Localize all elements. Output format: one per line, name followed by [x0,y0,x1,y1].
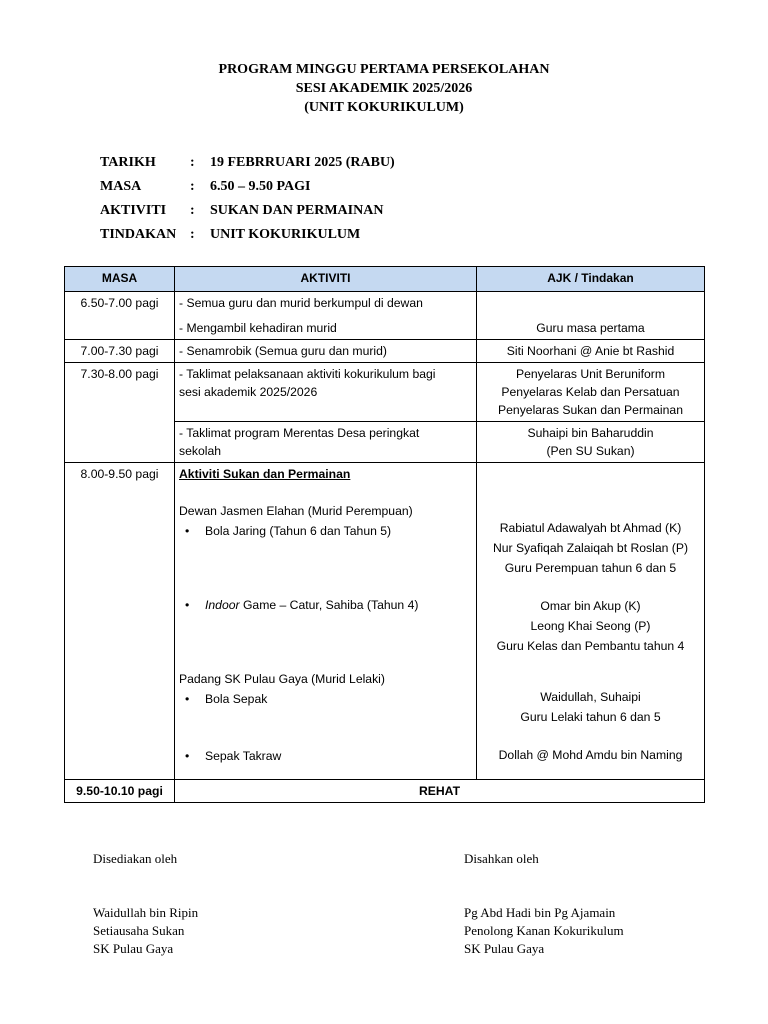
masa-cell: 7.00-7.30 pagi [65,340,175,363]
info-row-masa [100,177,395,201]
masa-cell: 6.50-7.00 pagi [65,292,175,340]
title-line-2: SESI AKADEMIK 2025/2026 [295,81,473,96]
activity-line: sesi akademik 2025/2026 [179,385,318,399]
ajk-cell [477,422,705,463]
masa-cell: 8.00-9.50 pagi [65,463,175,780]
activity-line: - Taklimat program Merentas Desa peringkat [179,426,420,440]
ajk-cell [477,363,705,422]
info-value: UNIT KOKURIKULUM [210,227,361,242]
title-line-3: (UNIT KOKURIKULUM) [304,100,464,115]
schedule-table [64,266,705,803]
bullet-icon: • [185,749,190,763]
table-row [65,780,705,803]
header-aktiviti: AKTIVITI [175,267,477,292]
info-value: 6.50 – 9.50 PAGI [210,179,311,194]
ajk-line: Guru Lelaki tahun 6 dan 5 [520,710,661,724]
info-sep: : [190,155,195,170]
info-sep: : [190,227,195,242]
list-item: • Sepak Takraw [185,749,282,763]
ajk-line: Guru masa pertama [536,321,645,335]
activity-line: sekolah [179,444,222,458]
signature-school: SK Pulau Gaya [93,941,174,956]
ajk-cell: Siti Noorhani @ Anie bt Rashid [477,340,705,363]
header-masa: MASA [65,267,175,292]
ajk-line: Penyelaras Kelab dan Persatuan [501,385,680,399]
info-row-aktiviti [100,201,395,225]
aktiviti-cell [175,463,477,780]
signature-left [93,850,198,958]
table-row [65,340,705,363]
activity-heading: Aktiviti Sukan dan Permainan [179,467,351,481]
ajk-line: Dollah @ Mohd Amdu bin Naming [498,748,683,762]
activity-line: - Senamrobik (Semua guru dan murid) [179,344,387,358]
title-line-1: PROGRAM MINGGU PERTAMA PERSEKOLAHAN [218,62,550,77]
info-label: MASA [100,179,142,194]
list-item: • Indoor Game – Catur, Sahiba (Tahun 4) [185,598,419,612]
ajk-line: Waidullah, Suhaipi [540,690,641,704]
aktiviti-cell [175,422,477,463]
signature-role: Setiausaha Sukan [93,923,185,938]
ajk-line: Leong Khai Seong (P) [530,619,651,633]
masa-cell: 9.50-10.10 pagi [65,780,175,803]
header-row [65,267,705,292]
ajk-line: Suhaipi bin Baharuddin [527,426,654,440]
aktiviti-cell [175,363,477,422]
ajk-line: (Pen SU Sukan) [546,444,635,458]
ajk-line: Nur Syafiqah Zalaiqah bt Roslan (P) [492,541,689,555]
info-label: AKTIVITI [100,203,167,218]
info-label: TARIKH [100,155,156,170]
list-item: • Bola Jaring (Tahun 6 dan Tahun 5) [185,524,392,538]
signature-right [464,850,624,958]
venue-label: Dewan Jasmen Elahan (Murid Perempuan) [179,504,413,518]
table-row [65,463,705,780]
signature-caption: Disahkan oleh [464,851,539,866]
info-value: SUKAN DAN PERMAINAN [210,203,384,218]
masa-cell: 7.30-8.00 pagi [65,363,175,463]
info-block [100,153,395,249]
info-label: TINDAKAN [100,227,177,242]
ajk-line: Guru Kelas dan Pembantu tahun 4 [496,639,685,653]
info-row-tarikh [100,153,395,177]
list-item: • Bola Sepak [185,692,268,706]
bullet-icon: • [185,598,190,612]
document-title [0,60,768,117]
info-row-tindakan [100,225,395,249]
ajk-cell [477,463,705,780]
header-ajk: AJK / Tindakan [477,267,705,292]
signature-school: SK Pulau Gaya [464,941,545,956]
table-row [65,292,705,340]
aktiviti-cell [175,340,477,363]
info-sep: : [190,203,195,218]
ajk-line: Omar bin Akup (K) [540,599,641,613]
bullet-icon: • [185,692,190,706]
ajk-line: Penyelaras Unit Beruniform [515,367,666,381]
signature-caption: Disediakan oleh [93,851,178,866]
activity-line: - Semua guru dan murid berkumpul di dewan [179,296,423,310]
spacer [179,401,472,419]
ajk-cell [477,292,705,340]
table-row [65,363,705,422]
signature-name: Pg Abd Hadi bin Pg Ajamain [464,905,616,920]
venue-label: Padang SK Pulau Gaya (Murid Lelaki) [179,672,385,686]
signature-role: Penolong Kanan Kokurikulum [464,923,624,938]
aktiviti-cell [175,292,477,340]
activity-line: - Mengambil kehadiran murid [179,321,337,335]
ajk-line: Rabiatul Adawalyah bt Ahmad (K) [499,521,682,535]
activity-line: - Taklimat pelaksanaan aktiviti kokurikulum bagi [179,367,436,381]
bullet-icon: • [185,524,190,538]
signature-name: Waidullah bin Ripin [93,905,199,920]
info-value: 19 FEBRRUARI 2025 (RABU) [210,155,395,170]
info-sep: : [190,179,195,194]
ajk-line: Penyelaras Sukan dan Permainan [498,403,683,417]
rehat-cell: REHAT [175,780,705,803]
ajk-line: Guru Perempuan tahun 6 dan 5 [504,561,677,575]
